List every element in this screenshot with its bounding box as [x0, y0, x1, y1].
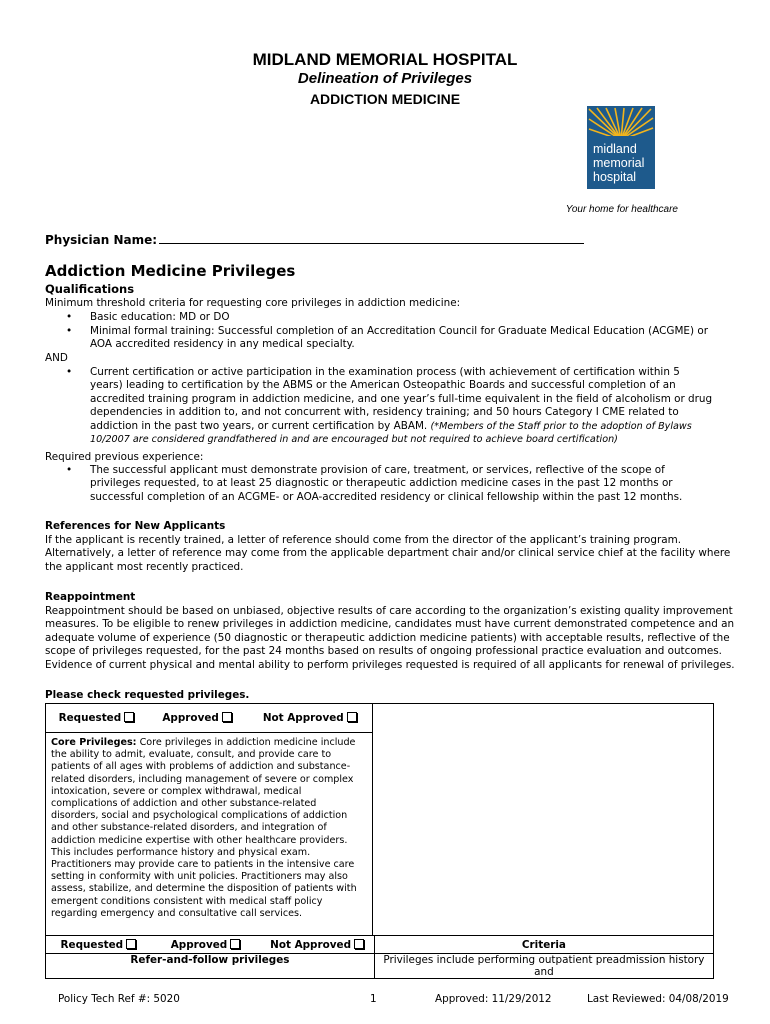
qualification-training: Minimal formal training: Successful completion of an Accreditation Council for Graduate Medical Education (ACGME) or AOA accredited residency in any medical specialty. — [90, 325, 708, 351]
core-privileges-cell — [46, 733, 373, 936]
page-number: 1 — [370, 993, 377, 1005]
logo-line-3: hospital — [593, 170, 637, 184]
checkbox-icon[interactable] — [222, 712, 232, 722]
criteria-header: Criteria — [374, 936, 713, 954]
reappointment-text: Reappointment should be based on unbiased, objective results of care according to the organization’s existing quality improvement measures. To be eligible to renew privileges in addiction medicine, candidates must have current demonstrated competence and an adequate volume of experience (50 diagnostic or therapeutic addiction medicine patients) with acceptable results, reflective of the scope of privileges requested, for the past 24 months based on results of ongoing professional practice evaluation and outcomes. Evidence of current physical and mental ability to perform privileges requested is required of all applicants for renewal of privileges. — [45, 605, 735, 671]
checkbox-icon[interactable] — [126, 939, 136, 949]
core-privileges-label: Core Privileges: — [51, 737, 137, 748]
qualifications-intro: Minimum threshold criteria for requesting core privileges in addiction medicine: — [45, 297, 461, 309]
physician-name-line[interactable] — [159, 232, 584, 244]
not-approved-label: Not Approved — [270, 938, 352, 951]
reappointment-heading: Reappointment — [45, 591, 136, 603]
checkbox-icon[interactable] — [347, 712, 357, 722]
last-reviewed-date: Last Reviewed: 04/08/2019 — [587, 993, 729, 1005]
logo-line-1: midland — [593, 142, 637, 156]
approved-header-2[interactable] — [151, 936, 261, 954]
logo-line-2: memorial — [593, 156, 645, 170]
checkbox-icon[interactable] — [124, 712, 134, 722]
references-heading: References for New Applicants — [45, 520, 226, 532]
approved-header[interactable] — [147, 704, 248, 733]
bullet-dot: • — [66, 311, 73, 323]
approved-label: Approved — [170, 938, 228, 951]
and-label: AND — [45, 352, 68, 364]
not-approved-label: Not Approved — [262, 712, 344, 724]
approved-date: Approved: 11/29/2012 — [435, 993, 552, 1005]
privileges-instruction: Please check requested privileges. — [45, 689, 250, 701]
refer-follow-label: Refer-and-follow privileges — [46, 954, 375, 979]
not-approved-header[interactable] — [247, 704, 372, 733]
experience-label: Required previous experience: — [45, 451, 204, 463]
core-privileges-criteria-cell — [373, 704, 714, 936]
approved-label: Approved — [162, 712, 219, 724]
privileges-table — [45, 703, 714, 936]
refer-follow-criteria: Privileges include performing outpatient preadmission history and — [374, 954, 713, 979]
hospital-name: MIDLAND MEMORIAL HOSPITAL — [252, 50, 518, 69]
policy-tech-ref: Policy Tech Ref #: 5020 — [58, 993, 180, 1005]
section-title: Addiction Medicine Privileges — [45, 262, 296, 280]
physician-name-label: Physician Name: — [45, 233, 158, 247]
checkbox-icon[interactable] — [354, 939, 364, 949]
qualifications-heading: Qualifications — [45, 282, 135, 296]
certification-text: Current certification or active participation in the examination process (with achievement of certification within 5 years) leading to certification by the ABMS or the American Osteopathic Boards and successful completion of an accredited training program in addiction medicine, and one year’s full-time equivalent in the field of alcoholism or drug dependencies in addition to, and not concurrent with, residency training; and 50 hours Category I CME related to addiction in the past two years, or current certification by ABAM. — [90, 366, 713, 432]
refer-follow-table — [45, 935, 714, 979]
bullet-dot: • — [66, 366, 73, 378]
qualifications-body — [45, 297, 735, 507]
hospital-tagline: Your home for healthcare — [565, 204, 678, 215]
requested-header-2[interactable] — [46, 936, 151, 954]
references-text: If the applicant is recently trained, a letter of reference should come from the director of the applicant’s training program. Alternatively, a letter of reference may come from the applicable department chair and/or clinical service chief at the facility where the applicant most recently practiced. — [45, 534, 731, 573]
not-approved-header-2[interactable] — [260, 936, 374, 954]
hospital-logo — [587, 106, 655, 189]
department-title: ADDICTION MEDICINE — [309, 91, 461, 107]
physician-name-field[interactable] — [45, 232, 584, 247]
core-privileges-text: Core privileges in addiction medicine include the ability to admit, evaluate, consult, and provide care to patients of all ages with problems of addiction and substance-related disorders, including management of severe or complex intoxication, severe or complex withdrawal, medical complications of addiction and other substance-related disorders, social and psychological complications of addiction and other substance-related disorders, and integration of addiction medicine expertise with other healthcare providers. This includes performance history and physical exam. Practitioners may provide care to patients in the intensive care setting in conformity with unit policies. Practitioners may also assess, stabilize, and determine the disposition of patients with emergent conditions consistent with medical staff policy regarding emergency and consultative call services. — [51, 737, 357, 919]
requested-label: Requested — [60, 938, 124, 951]
grandfather-note: (*Members of the Staff prior to the adoption of Bylaws 10/2007 are considered grandfathered in and are encouraged but not required to achieve board certification) — [90, 420, 692, 446]
experience-requirement: The successful applicant must demonstrate provision of care, treatment, or services, reflective of the scope of privileges requested, to at least 25 diagnostic or therapeutic addiction medicine cases in the past 12 months or successful completion of an ACGME- or AOA-accredited residency or clinical fellowship within the past 12 months. — [90, 464, 683, 503]
bullet-dot: • — [66, 464, 73, 476]
requested-label: Requested — [58, 712, 122, 724]
bullet-dot: • — [66, 325, 73, 337]
checkbox-icon[interactable] — [230, 939, 240, 949]
requested-header[interactable] — [46, 704, 147, 733]
qualification-certification — [90, 366, 715, 446]
qualification-education: Basic education: MD or DO — [90, 311, 230, 323]
document-subtitle: Delineation of Privileges — [297, 70, 473, 87]
